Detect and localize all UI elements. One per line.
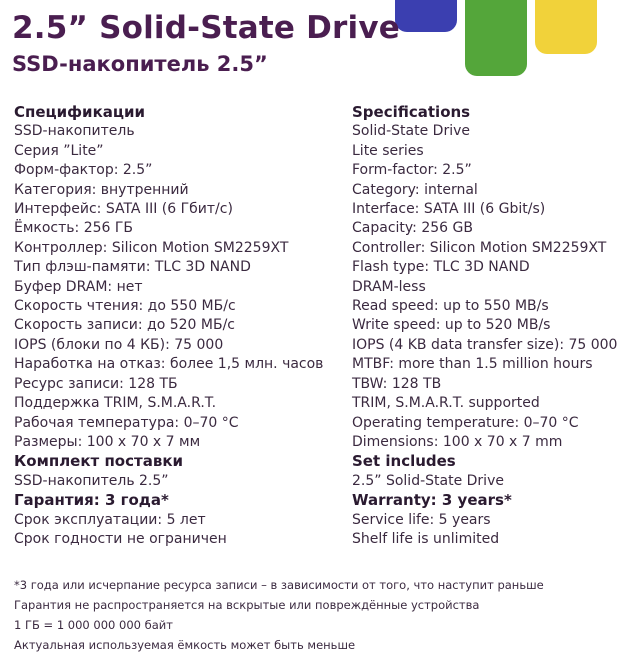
en-warranty-line: Service life: 5 years: [352, 511, 491, 528]
yellow-block: [535, 0, 597, 54]
en-spec-line: DRAM-less: [352, 278, 426, 295]
en-spec-line: Controller: Silicon Motion SM2259XT: [352, 239, 607, 256]
footnote: 1 ГБ = 1 000 000 000 байт: [14, 618, 173, 632]
page-title: 2.5” Solid-State Drive: [12, 10, 400, 46]
ru-spec-line: Контроллер: Silicon Motion SM2259XT: [14, 239, 289, 256]
en-kit-item: 2.5” Solid-State Drive: [352, 472, 504, 489]
ru-spec-line: IOPS (блоки по 4 КБ): 75 000: [14, 336, 224, 353]
ru-spec-line: Форм-фактор: 2.5”: [14, 162, 153, 179]
ru-spec-line: Серия ”Lite”: [14, 142, 104, 159]
ru-spec-line: Ёмкость: 256 ГБ: [14, 220, 134, 237]
ru-specs-heading: Спецификации: [14, 103, 146, 121]
ru-warranty-heading: Гарантия: 3 года*: [14, 491, 169, 510]
ru-warranty-line: Срок эксплуатации: 5 лет: [14, 511, 206, 528]
en-spec-line: Interface: SATA III (6 Gbit/s): [352, 201, 546, 218]
en-spec-line: Category: internal: [352, 181, 478, 198]
en-specs-list: [352, 122, 635, 452]
footnote: Гарантия не распространяется на вскрытые или повреждённые устройства: [14, 598, 480, 612]
footnotes: [14, 575, 624, 655]
ru-spec-line: Тип флэш-памяти: TLC 3D NAND: [14, 259, 251, 276]
ru-spec-line: Буфер DRAM: нет: [14, 278, 143, 295]
en-specs-heading: Specifications: [352, 103, 471, 121]
en-warranty-heading: Warranty: 3 years*: [352, 491, 512, 510]
color-blocks: [395, 0, 635, 80]
green-block: [465, 0, 527, 76]
russian-column: [14, 103, 324, 549]
english-column: [352, 103, 635, 549]
en-spec-line: Flash type: TLC 3D NAND: [352, 259, 530, 276]
ru-spec-line: Рабочая температура: 0–70 °C: [14, 414, 239, 431]
en-warranty-line: Shelf life is unlimited: [352, 530, 500, 547]
ru-spec-line: Скорость чтения: до 550 МБ/с: [14, 298, 236, 315]
en-spec-line: IOPS (4 KB data transfer size): 75 000: [352, 336, 618, 353]
en-spec-line: Write speed: up to 520 MB/s: [352, 317, 551, 334]
ru-warranty-line: Срок годности не ограничен: [14, 530, 227, 547]
blue-block: [395, 0, 457, 32]
en-spec-line: MTBF: more than 1.5 million hours: [352, 356, 593, 373]
ru-specs-list: [14, 122, 324, 452]
en-spec-line: TBW: 128 TB: [352, 375, 442, 392]
ru-spec-line: SSD-накопитель: [14, 123, 135, 140]
en-spec-line: TRIM, S.M.A.R.T. supported: [352, 395, 540, 412]
en-spec-line: Form-factor: 2.5”: [352, 162, 472, 179]
ru-kit-item: SSD-накопитель 2.5”: [14, 472, 169, 489]
en-spec-line: Dimensions: 100 x 70 x 7 mm: [352, 433, 563, 450]
en-spec-line: Solid-State Drive: [352, 123, 471, 140]
ru-spec-line: Размеры: 100 х 70 х 7 мм: [14, 433, 201, 450]
ru-spec-line: Ресурс записи: 128 ТБ: [14, 375, 178, 392]
ru-spec-line: Поддержка TRIM, S.M.A.R.T.: [14, 395, 217, 412]
en-spec-line: Capacity: 256 GB: [352, 220, 473, 237]
footnote: Актуальная используемая ёмкость может быть меньше: [14, 638, 356, 652]
ru-kit-heading: Комплект поставки: [14, 452, 184, 471]
en-kit-heading: Set includes: [352, 452, 456, 471]
page-subtitle: SSD-накопитель 2.5”: [12, 52, 268, 76]
ru-spec-line: Наработка на отказ: более 1,5 млн. часов: [14, 356, 324, 373]
en-spec-line: Lite series: [352, 142, 424, 159]
ru-spec-line: Интерфейс: SATA III (6 Гбит/с): [14, 201, 233, 218]
ru-spec-line: Категория: внутренний: [14, 181, 189, 198]
ru-spec-line: Скорость записи: до 520 МБ/с: [14, 317, 236, 334]
en-spec-line: Read speed: up to 550 MB/s: [352, 298, 549, 315]
en-spec-line: Operating temperature: 0–70 °C: [352, 414, 579, 431]
footnote: *3 года или исчерпание ресурса записи – в зависимости от того, что наступит раньше: [14, 578, 544, 592]
